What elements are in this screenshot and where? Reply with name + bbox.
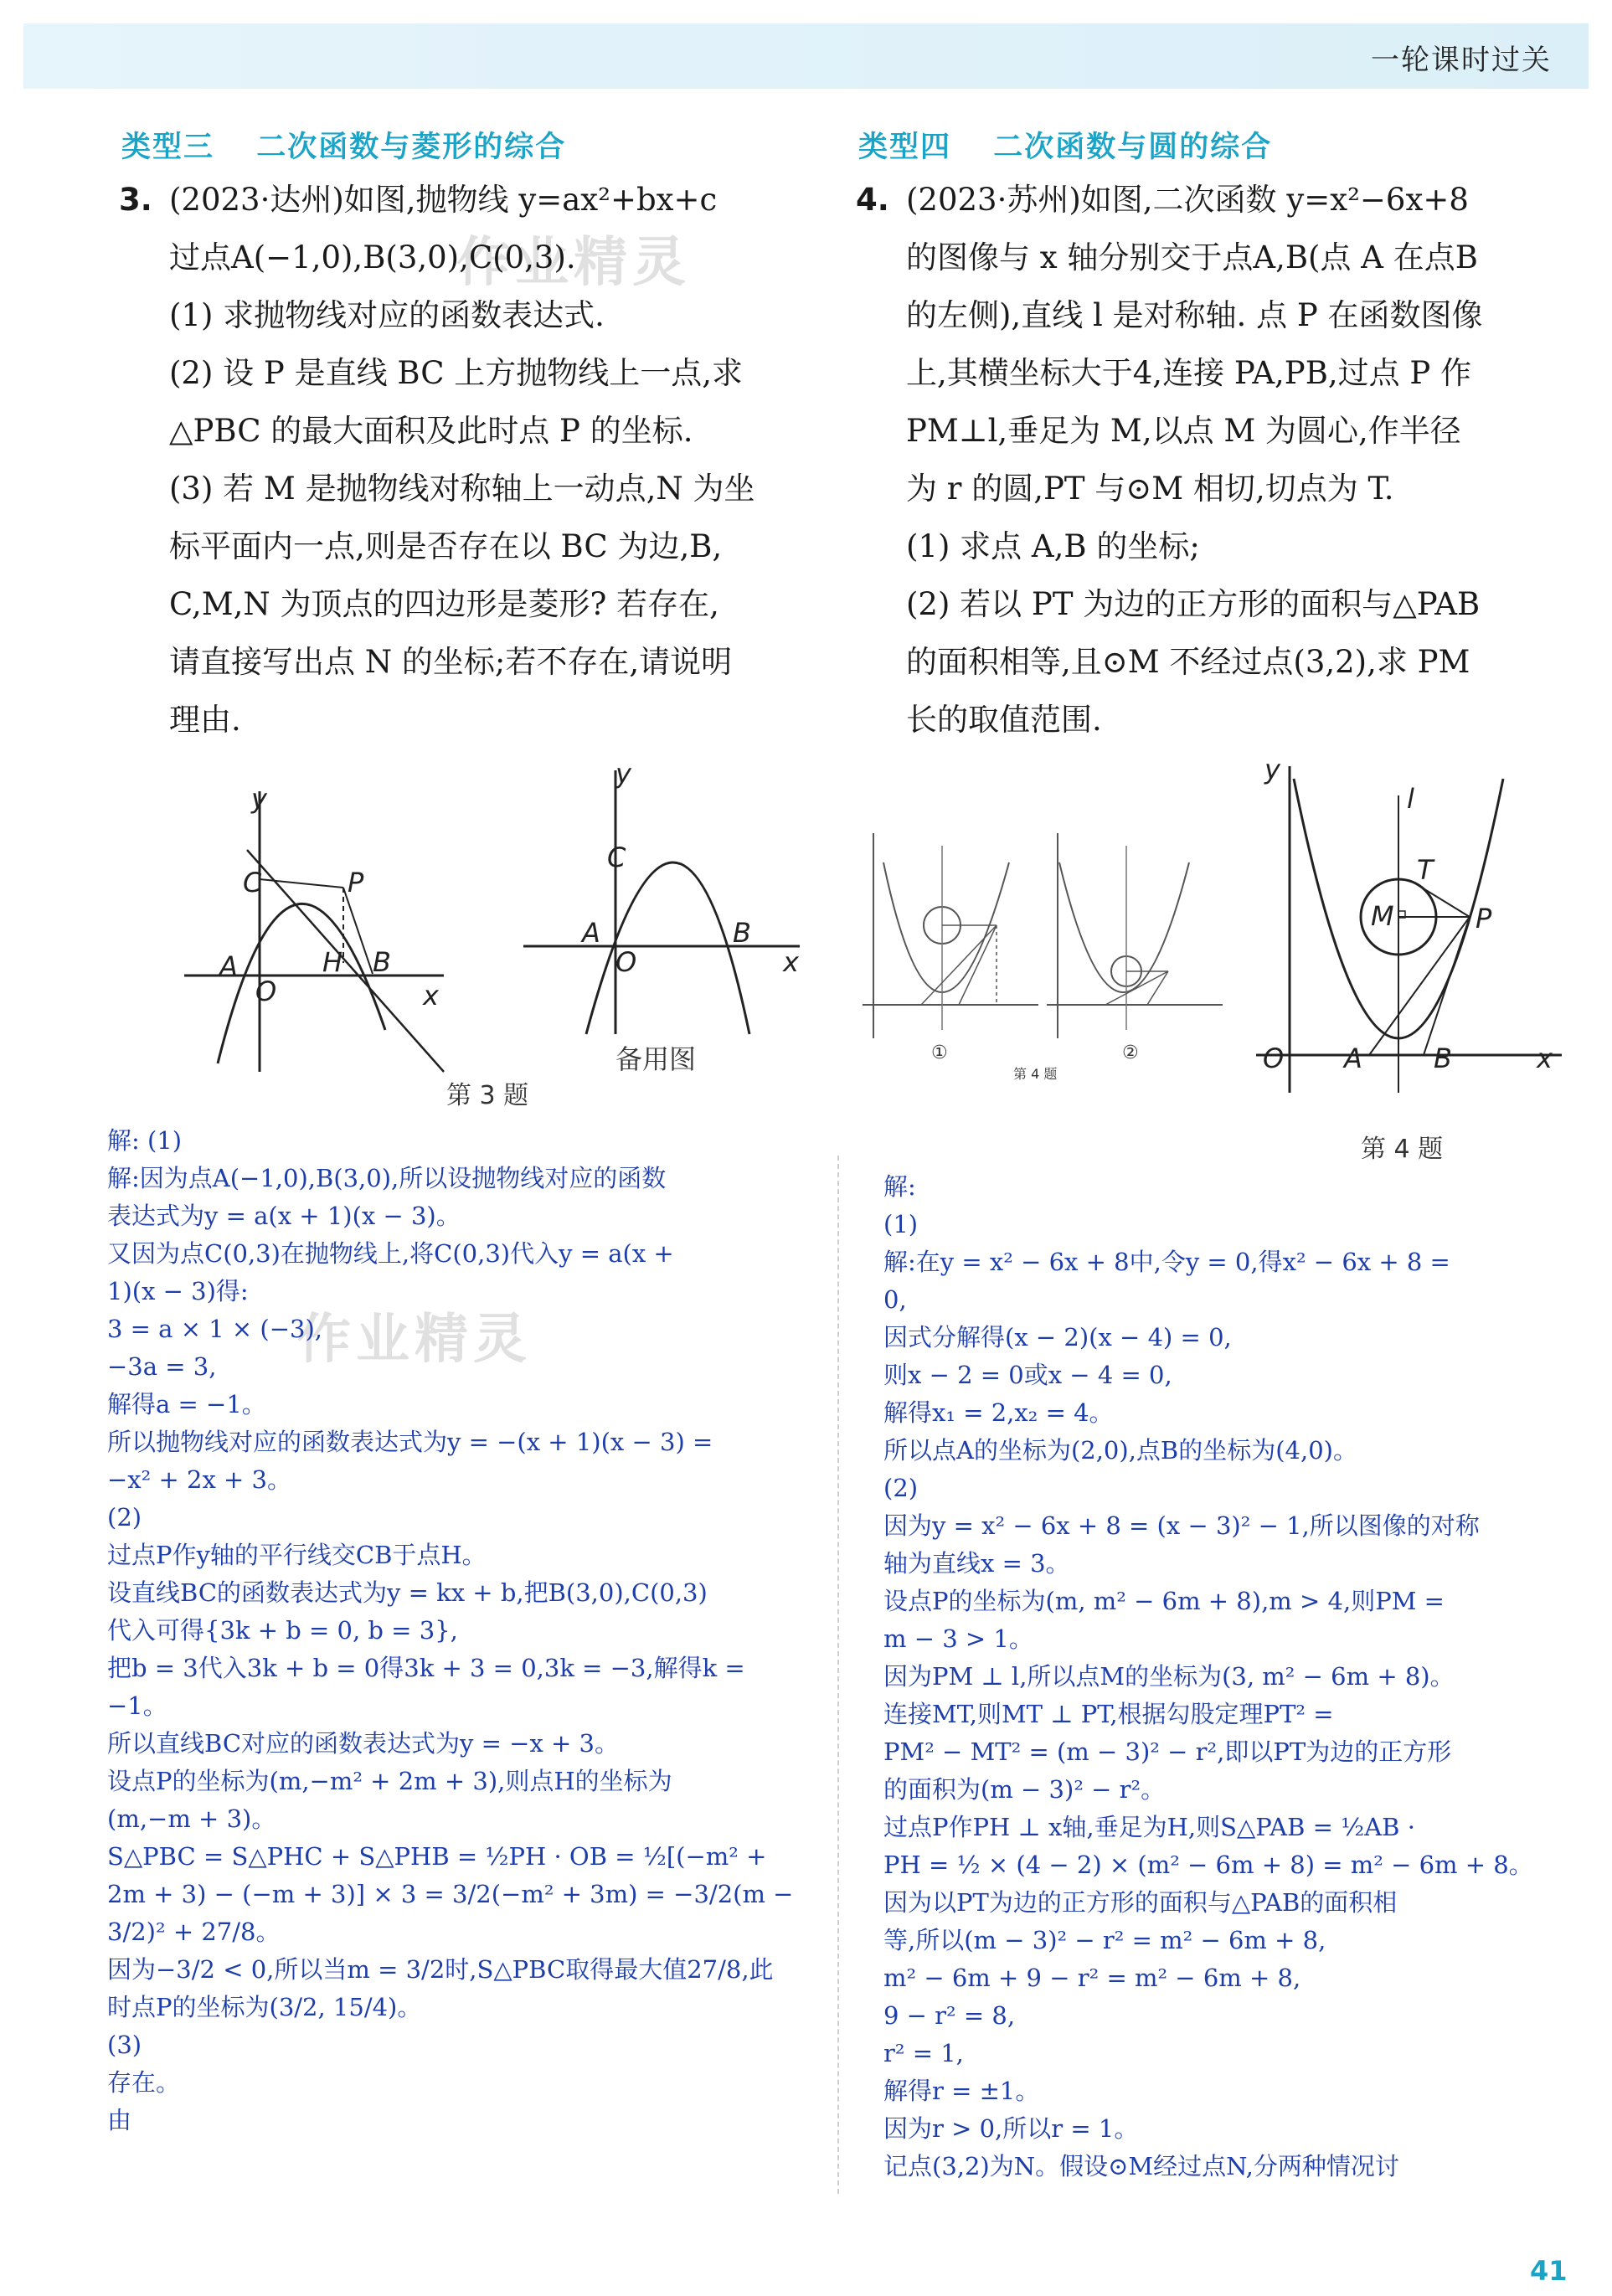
solution-line: (1) [883,1210,919,1238]
solution-line: 解得x₁ = 2,x₂ = 4。 [883,1398,1114,1427]
solution-line: 解得a = −1。 [107,1390,266,1418]
problem-line: (2023·苏州)如图,二次函数 y=x²−6x+8 [906,182,1469,218]
fig4-label-A: A [1344,1042,1362,1074]
solution-line: −3a = 3, [107,1352,217,1381]
solution-line: (2) [883,1474,919,1502]
fig3-label-B: B [373,946,391,978]
problem-number: 4. [856,182,889,218]
problem-line: 为 r 的圆,PT 与⊙M 相切,切点为 T. [906,471,1394,507]
fig3-label-A: A [219,950,238,982]
problem-line: 请直接写出点 N 的坐标;若不存在,请说明 [169,644,733,680]
section-label: 类型三 [121,131,215,164]
solution-line: (2) [107,1503,142,1532]
problem-line: (3) 若 M 是抛物线对称轴上一动点,N 为坐 [169,471,755,507]
problem-line: PM⊥l,垂足为 M,以点 M 为圆心,作半径 [906,413,1461,449]
section-title: 二次函数与菱形的综合 [256,131,567,164]
fig4-label-M: M [1371,900,1394,932]
solution-line: m² − 6m + 9 − r² = m² − 6m + 8, [883,1964,1301,1992]
problem-line: 的左侧),直线 l 是对称轴. 点 P 在函数图像 [906,297,1483,333]
solution-line: 代入可得{3k + b = 0, b = 3}, [107,1616,458,1645]
problem-line: 上,其横坐标大于4,连接 PA,PB,过点 P 作 [906,355,1472,391]
solution-line: 所以点A的坐标为(2,0),点B的坐标为(4,0)。 [883,1436,1357,1465]
problem-line: (1) 求抛物线对应的函数表达式. [169,297,605,333]
solution-line: −1。 [107,1691,167,1720]
watermark: 作业精灵 [297,1309,532,1371]
solution-line: 又因为点C(0,3)在抛物线上,将C(0,3)代入y = a(x + [107,1239,674,1268]
spare-label-O: O [615,946,637,978]
solution-line: 轴为直线x = 3。 [883,1549,1070,1578]
solution-line: 3 = a × 1 × (−3), [107,1315,322,1343]
watermark: 作业精灵 [456,232,691,294]
solution-line: 时点P的坐标为(3/2, 15/4)。 [107,1993,422,2021]
figure-4-small-2-caption: ② [1122,1042,1139,1063]
problem-line: C,M,N 为顶点的四边形是菱形? 若存在, [169,586,719,622]
solution-4 [883,1168,1533,2185]
problem-line: 的图像与 x 轴分别交于点A,B(点 A 在点B [906,239,1478,275]
fig4-label-O: O [1263,1042,1285,1074]
problem-line: 标平面内一点,则是否存在以 BC 为边,B, [169,528,723,564]
solution-line: (m,−m + 3)。 [107,1804,276,1833]
solution-line: 解: (1) [107,1126,183,1155]
figure-4-caption: 第 4 题 [1361,1135,1444,1164]
solution-line: 存在。 [107,2068,181,2097]
solution-line: 表达式为y = a(x + 1)(x − 3)。 [107,1202,461,1230]
solution-line: 解:在y = x² − 6x + 8中,令y = 0,得x² − 6x + 8 = [883,1248,1450,1276]
problem-line: △PBC 的最大面积及此时点 P 的坐标. [169,413,693,449]
solution-line: 把b = 3代入3k + b = 0得3k + 3 = 0,3k = −3,解得k = [107,1654,745,1682]
right-column [858,124,1562,749]
solution-line: PH = ½ × (4 − 2) × (m² − 6m + 8) = m² − 6m + 8。 [883,1851,1533,1879]
problem-line: 的面积相等,且⊙M 不经过点(3,2),求 PM [906,644,1470,680]
fig3-label-H: H [322,946,343,978]
solution-line: 连接MT,则MT ⊥ PT,根据勾股定理PT² = [883,1700,1334,1728]
solution-line: PM² − MT² = (m − 3)² − r²,即以PT为边的正方形 [883,1737,1452,1766]
problem-line: 过点A(−1,0),B(3,0),C(0,3). [169,239,576,275]
fig3-label-y: y [251,783,267,815]
solution-line: 解得r = ±1。 [883,2077,1040,2105]
solution-line: 1)(x − 3)得: [107,1277,249,1305]
fig4-label-T: T [1417,854,1434,886]
figure-4-small-1-caption: ① [931,1042,948,1063]
figure-4-small-caption: 第 4 题 [1013,1066,1058,1082]
solution-line: 过点P作PH ⊥ x轴,垂足为H,则S△PAB = ½AB · [883,1813,1415,1841]
section-heading-3 [121,124,825,171]
solution-line: 9 − r² = 8, [883,2001,1016,2030]
solution-line: 设点P的坐标为(m,−m² + 2m + 3),则点H的坐标为 [107,1767,672,1795]
solution-line: 则x − 2 = 0或x − 4 = 0, [883,1361,1172,1389]
solution-line: 的面积为(m − 3)² − r²。 [883,1775,1166,1804]
solution-line: 记点(3,2)为N。假设⊙M经过点N,分两种情况讨 [883,2152,1399,2180]
solution-line: (3) [107,2031,142,2059]
figure-4-small-2 [1043,829,1227,1047]
fig4-label-l: l [1407,783,1414,815]
problem-line: (1) 求点 A,B 的坐标; [906,528,1200,564]
solution-line: 因式分解得(x − 2)(x − 4) = 0, [883,1323,1232,1351]
solution-line: 因为−3/2 < 0,所以当m = 3/2时,S△PBC取得最大值27/8,此 [107,1955,774,1984]
solution-line: 所以直线BC对应的函数表达式为y = −x + 3。 [107,1729,619,1758]
solution-line: 因为y = x² − 6x + 8 = (x − 3)² − 1,所以图像的对称 [883,1511,1480,1540]
solution-line: 因为PM ⊥ l,所以点M的坐标为(3, m² − 6m + 8)。 [883,1662,1455,1691]
header-title: 一轮课时过关 [1371,44,1552,77]
problem-line: (2023·达州)如图,抛物线 y=ax²+bx+c [169,182,718,218]
problem-line: (2) 若以 PT 为边的正方形的面积与△PAB [906,586,1481,622]
left-column [121,124,825,749]
solution-line: r² = 1, [883,2039,964,2067]
solution-line: 所以抛物线对应的函数表达式为y = −(x + 1)(x − 3) = [107,1428,713,1456]
solution-line: 因为以PT为边的正方形的面积与△PAB的面积相 [883,1888,1398,1917]
spare-label-x: x [783,946,799,978]
fig3-label-C: C [243,867,262,898]
solution-line: 等,所以(m − 3)² − r² = m² − 6m + 8, [883,1926,1326,1954]
solution-line: 解: [883,1172,916,1201]
spare-figure-caption: 备用图 [615,1043,697,1075]
solution-line: 过点P作y轴的平行线交CB于点H。 [107,1541,487,1569]
figure-3-caption: 第 3 题 [446,1081,529,1110]
solution-line: 3/2)² + 27/8。 [107,1918,281,1946]
fig4-label-x: x [1537,1042,1553,1074]
spare-label-B: B [733,917,751,949]
solution-line: 设直线BC的函数表达式为y = kx + b,把B(3,0),C(0,3) [107,1578,708,1607]
section-label: 类型四 [858,131,952,164]
column-divider [837,1156,839,2194]
fig4-label-P: P [1476,903,1492,934]
solution-line: 由 [107,2106,132,2134]
solution-line: 设点P的坐标为(m, m² − 6m + 8),m > 4,则PM = [883,1587,1445,1615]
problem-number: 3. [119,182,152,218]
fig4-label-y: y [1264,754,1280,785]
fig4-label-B: B [1434,1042,1452,1074]
figure-4-small-1 [858,829,1043,1047]
spare-label-y: y [615,758,631,790]
problem-line: (2) 设 P 是直线 BC 上方抛物线上一点,求 [169,355,744,391]
solution-line: −x² + 2x + 3。 [107,1465,292,1494]
fig3-label-O: O [255,976,277,1007]
spare-label-A: A [582,917,600,949]
solution-line: 因为r > 0,所以r = 1。 [883,2114,1139,2143]
section-heading-4 [858,124,1562,171]
spare-figure-graph [519,758,804,1042]
solution-line: m − 3 > 1。 [883,1624,1033,1653]
solution-line: 解:因为点A(−1,0),B(3,0),所以设抛物线对应的函数 [107,1164,667,1192]
solution-line: 0, [883,1285,907,1314]
header-band [23,23,1589,89]
problem-line: 理由. [169,702,241,738]
spare-label-C: C [607,842,626,873]
solution-3 [107,1122,793,2139]
problem-4 [858,171,1562,749]
figure-3-graph [176,779,461,1089]
solution-line: S△PBC = S△PHC + S△PHB = ½PH · OB = ½[(−m² + [107,1842,767,1871]
solution-line: 2m + 3) − (−m + 3)] × 3 = 3/2(−m² + 3m) = −3/2(m − [107,1880,794,1908]
problem-line: 长的取值范围. [906,702,1102,738]
page-number: 41 [1530,2255,1568,2287]
fig3-label-x: x [423,980,439,1012]
fig3-label-P: P [348,867,364,898]
section-title: 二次函数与圆的综合 [993,131,1273,164]
